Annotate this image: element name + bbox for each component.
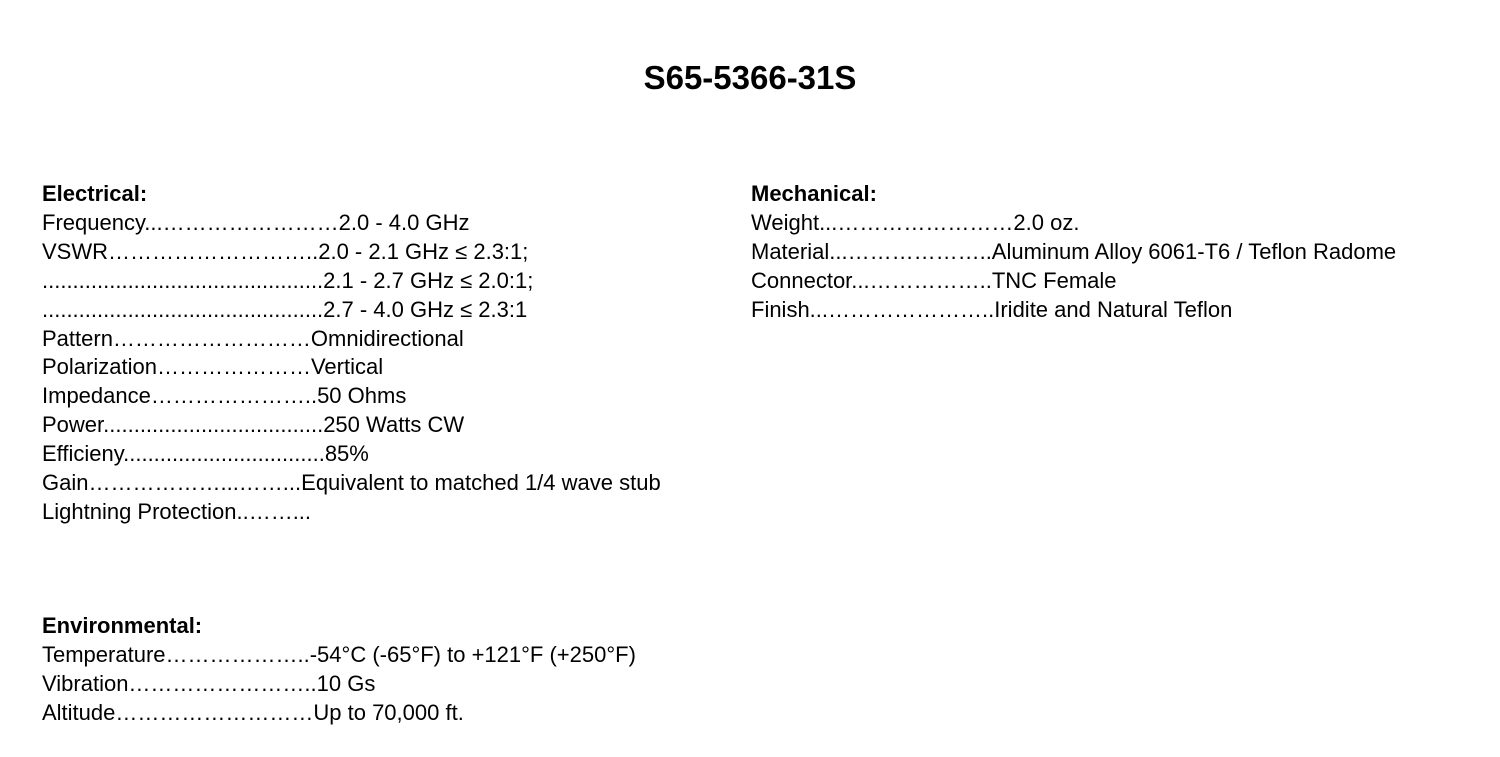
spec-vswr-range-3: ..............................................2.7 - 4.0 GHz ≤ 2.3:1	[42, 296, 528, 322]
spec-vswr: VSWR………………………..2.0 - 2.1 GHz ≤ 2.3:1;	[42, 238, 529, 264]
spec-lightning-protection: Lightning Protection..……...	[42, 498, 312, 524]
spec-frequency: Frequency...……………………2.0 - 4.0 GHz	[42, 209, 470, 235]
electrical-heading: Electrical:	[42, 181, 148, 206]
spec-weight: Weight...……………………2.0 oz.	[751, 209, 1080, 235]
spec-polarization: Polarization…………………Vertical	[42, 354, 384, 380]
spec-altitude: Altitude………………………Up to 70,000 ft.	[42, 699, 464, 725]
spec-efficiency: Efficieny.................................85%	[42, 441, 369, 467]
electrical-section	[42, 180, 661, 527]
spec-temperature: Temperature………………..-54°C (-65°F) to +121°F (+250°F)	[42, 641, 636, 667]
spec-power: Power....................................250 Watts CW	[42, 412, 465, 438]
environmental-section	[42, 612, 636, 728]
spec-pattern: Pattern………………………Omnidirectional	[42, 325, 464, 351]
spec-impedance: Impedance…………………..50 Ohms	[42, 383, 407, 409]
spec-finish: Finish...…………………..Iridite and Natural Teflon	[751, 296, 1233, 322]
spec-vibration: Vibration……………………..10 Gs	[42, 670, 376, 696]
mechanical-section	[751, 180, 1396, 325]
spec-vswr-range-2: ..............................................2.1 - 2.7 GHz ≤ 2.0:1;	[42, 267, 534, 293]
document-title: S65-5366-31S	[643, 59, 857, 96]
mechanical-heading: Mechanical:	[751, 181, 877, 206]
spec-material: Material...………………..Aluminum Alloy 6061-T6 / Teflon Radome	[751, 238, 1397, 264]
environmental-heading: Environmental:	[42, 613, 203, 638]
spec-gain: Gain………………...……...Equivalent to matched 1/4 wave stub	[42, 470, 661, 496]
spec-connector: Connector...……………..TNC Female	[751, 267, 1117, 293]
